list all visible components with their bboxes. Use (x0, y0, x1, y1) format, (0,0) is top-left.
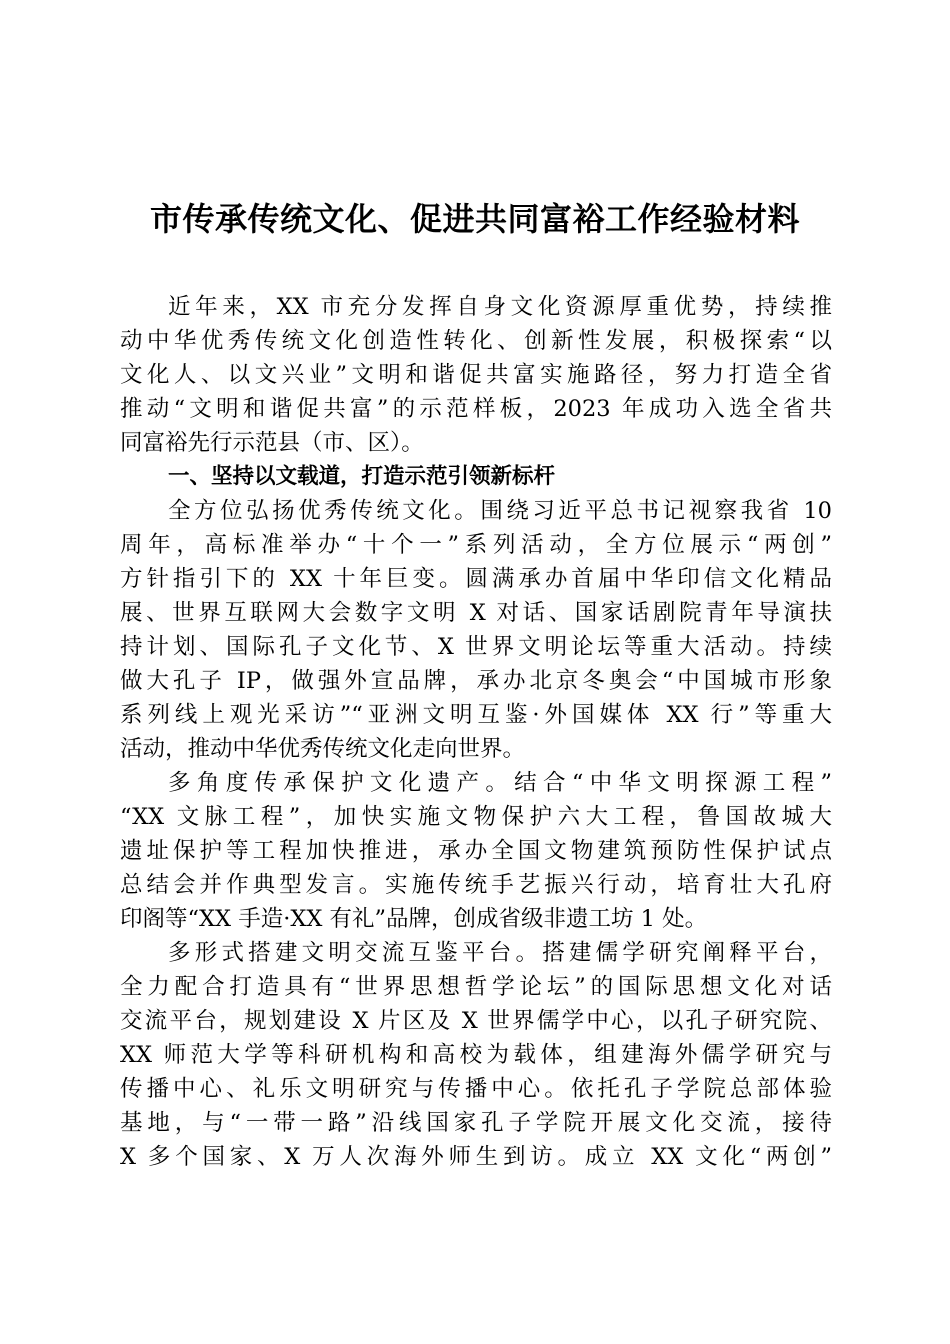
text-line: 活动，推动中华优秀传统文化走向世界。 (120, 736, 526, 762)
text-line: X 多个国家、X 万人次海外师生到访。成立 XX 文化“两创” (120, 1144, 832, 1170)
text-line: 多角度传承保护文化遗产。结合“中华文明探源工程” (168, 770, 832, 796)
paragraph-heritage-promotion (120, 494, 832, 766)
text-line: 做大孔子 IP，做强外宣品牌，承办北京冬奥会“中国城市形象 (120, 668, 832, 694)
text-line: 总结会并作典型发言。实施传统手艺振兴行动，培育壮大孔府 (120, 872, 832, 898)
text-line: 周年，高标准举办“十个一”系列活动，全方位展示“两创” (120, 532, 832, 558)
text-line: 全方位弘扬优秀传统文化。围绕习近平总书记视察我省 10 (168, 498, 832, 524)
paragraph-heritage-protection (120, 766, 832, 936)
text-line: 文化人、以文兴业”文明和谐促共富实施路径，努力打造全省 (120, 362, 832, 388)
text-line: 交流平台，规划建设 X 片区及 X 世界儒学中心，以孔子研究院、 (120, 1008, 832, 1034)
document-title: 市传承传统文化、促进共同富裕工作经验材料 (149, 200, 800, 238)
text-line: 印阁等“XX 手造·XX 有礼”品牌，创成省级非遗工坊 1 处。 (120, 906, 708, 932)
heading-line: 一、坚持以文载道，打造示范引领新标杆 (168, 464, 556, 489)
text-line: 多形式搭建文明交流互鉴平台。搭建儒学研究阐释平台， (168, 940, 832, 966)
text-line: 遗址保护等工程加快推进，承办全国文物建筑预防性保护试点 (120, 838, 832, 864)
text-line: 全力配合打造具有“世界思想哲学论坛”的国际思想文化对话 (120, 974, 832, 1000)
text-line: 推动“文明和谐促共富”的示范样板，2023 年成功入选全省共 (120, 396, 832, 422)
text-line: 传播中心、礼乐文明研究与传播中心。依托孔子学院总部体验 (120, 1076, 832, 1102)
text-line: “XX 文脉工程”，加快实施文物保护六大工程，鲁国故城大 (120, 804, 832, 830)
section-heading (120, 460, 832, 494)
text-line: 展、世界互联网大会数字文明 X 对话、国家话剧院青年导演扶 (120, 600, 832, 626)
text-line: 持计划、国际孔子文化节、X 世界文明论坛等重大活动。持续 (120, 634, 832, 660)
text-line: 动中华优秀传统文化创造性转化、创新性发展，积极探索“以 (120, 328, 832, 354)
text-line: 系列线上观光采访”“亚洲文明互鉴·外国媒体 XX 行”等重大 (120, 702, 832, 728)
text-line: 方针指引下的 XX 十年巨变。圆满承办首届中华印信文化精品 (120, 566, 832, 592)
paragraph-intro (120, 290, 832, 460)
text-line: 近年来，XX 市充分发挥自身文化资源厚重优势，持续推 (168, 294, 832, 320)
text-line: 同富裕先行示范县（市、区）。 (120, 430, 424, 456)
document-body (120, 290, 832, 1174)
text-line: 基地，与“一带一路”沿线国家孔子学院开展文化交流，接待 (120, 1110, 832, 1136)
paragraph-exchange-platform (120, 936, 832, 1174)
text-line: XX 师范大学等科研机构和高校为载体，组建海外儒学研究与 (120, 1042, 832, 1068)
